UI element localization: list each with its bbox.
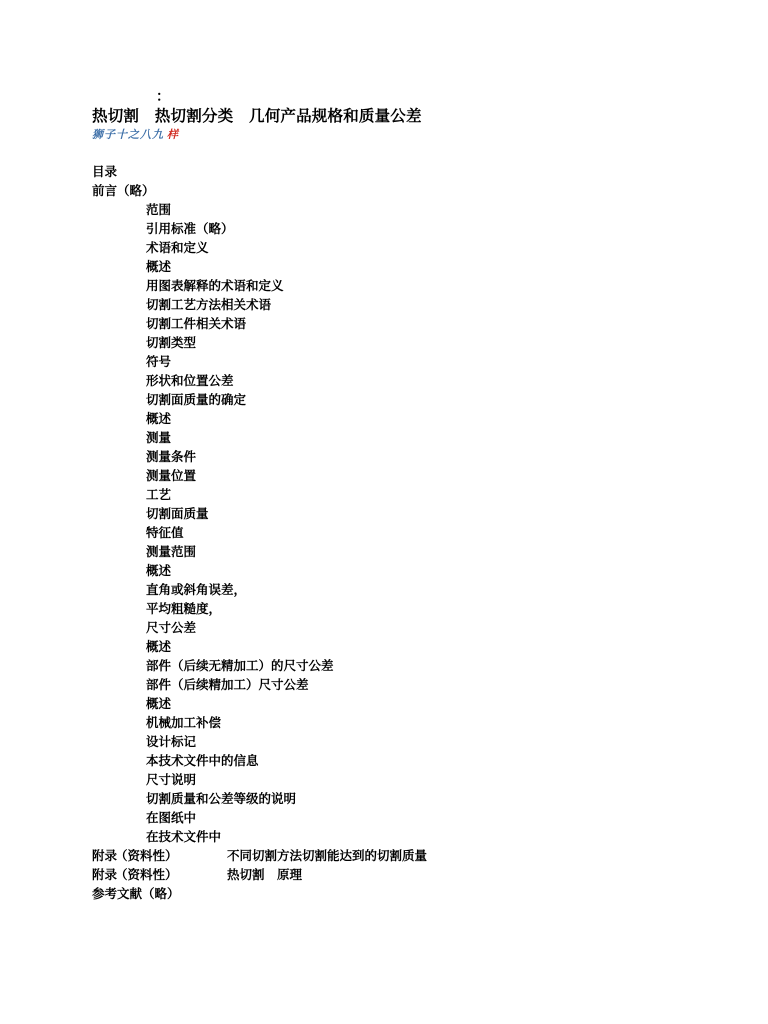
toc-item: 符号 xyxy=(146,354,172,369)
toc-references: 参考文献（略） xyxy=(92,886,180,901)
signature-text: 狮子十之八九 xyxy=(92,128,164,141)
signature xyxy=(92,126,178,142)
toc-item: 部件（后续无精加工）的尺寸公差 xyxy=(146,658,334,673)
toc-item: 测量条件 xyxy=(146,449,197,464)
header-colon: ： xyxy=(156,89,170,105)
toc-item: 概述 xyxy=(146,639,172,654)
toc-item: 术语和定义 xyxy=(146,240,209,255)
toc-item: 平均粗糙度， xyxy=(146,601,222,616)
toc-item: 概述 xyxy=(146,259,172,274)
toc-item: 部件（后续精加工）尺寸公差 xyxy=(146,677,309,692)
appendix-type: （资料性） xyxy=(115,848,178,863)
toc-item: 切割质量和公差等级的说明 xyxy=(146,791,297,806)
toc-item: 引用标准（略） xyxy=(146,221,234,236)
toc-item: 概述 xyxy=(146,563,172,578)
appendix-label: 附录 xyxy=(92,848,118,863)
toc-item: 设计标记 xyxy=(146,734,197,749)
signature-mark: 样 xyxy=(167,128,178,141)
appendix-title: 不同切割方法切割能达到的切割质量 xyxy=(227,848,428,863)
toc-item: 在技术文件中 xyxy=(146,829,222,844)
toc-item: 概述 xyxy=(146,411,172,426)
toc-item: 范围 xyxy=(146,202,172,217)
toc-preface: 前言（略） xyxy=(92,183,155,198)
toc-item: 测量范围 xyxy=(146,544,197,559)
toc-item: 测量位置 xyxy=(146,468,197,483)
toc-item: 尺寸公差 xyxy=(146,620,197,635)
toc-item: 用图表解释的术语和定义 xyxy=(146,278,284,293)
toc-item: 测量 xyxy=(146,430,172,445)
toc-item: 在图纸中 xyxy=(146,810,197,825)
toc-item: 切割面质量的确定 xyxy=(146,392,247,407)
toc-item: 特征值 xyxy=(146,525,184,540)
toc-item: 尺寸说明 xyxy=(146,772,197,787)
appendix-label: 附录 xyxy=(92,867,118,882)
toc-appendix xyxy=(92,846,427,865)
toc-item: 切割类型 xyxy=(146,335,197,350)
toc-item: 切割工艺方法相关术语 xyxy=(146,297,272,312)
table-of-contents xyxy=(92,162,427,903)
toc-item: 切割面质量 xyxy=(146,506,209,521)
toc-heading: 目录 xyxy=(92,164,118,179)
toc-appendix xyxy=(92,865,427,884)
toc-item: 概述 xyxy=(146,696,172,711)
document-title: 热切割 热切割分类 几何产品规格和质量公差 xyxy=(92,107,422,125)
toc-item: 直角或斜角误差， xyxy=(146,582,247,597)
toc-item: 形状和位置公差 xyxy=(146,373,234,388)
toc-item: 机械加工补偿 xyxy=(146,715,222,730)
appendix-title: 热切割 原理 xyxy=(227,867,303,882)
toc-item: 本技术文件中的信息 xyxy=(146,753,259,768)
appendix-type: （资料性） xyxy=(115,867,178,882)
toc-item: 切割工件相关术语 xyxy=(146,316,247,331)
toc-item: 工艺 xyxy=(146,487,172,502)
